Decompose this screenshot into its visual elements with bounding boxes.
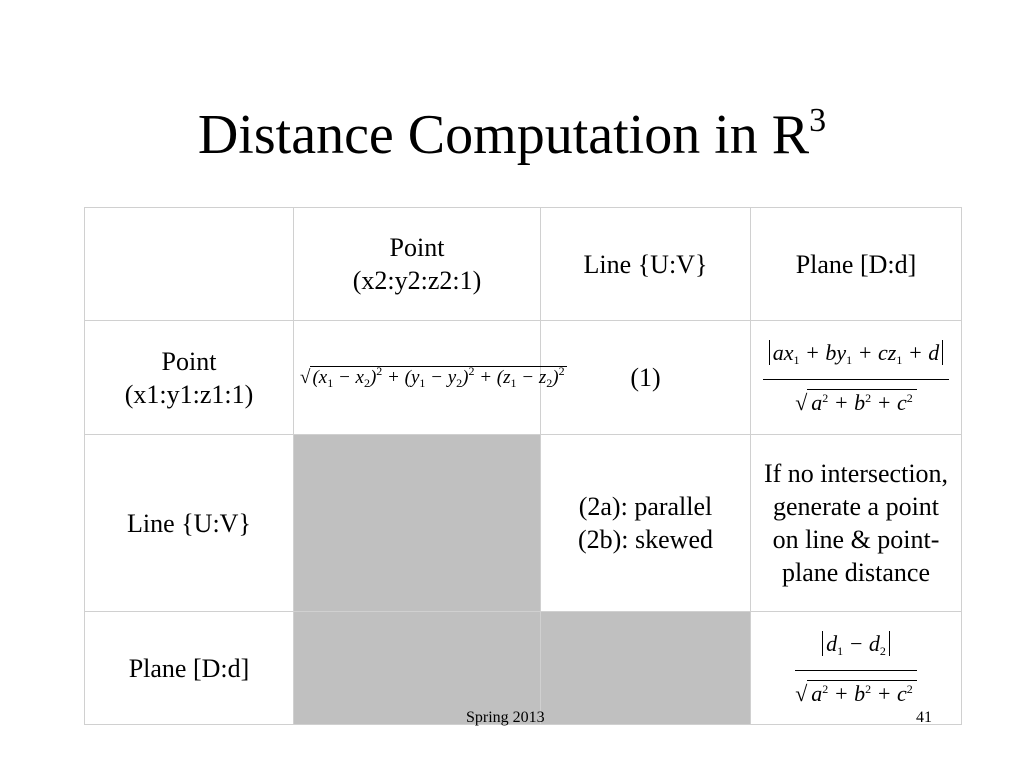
footer-date: Spring 2013: [466, 709, 545, 726]
page-number: 41: [916, 709, 932, 726]
euclidean-distance-formula: √ $(x_1 - x_2)^2 + (y_1 - y_2)^2 + (z_1 - z_2)^2$: [300, 364, 565, 390]
line-point-shaded-cell: [294, 435, 541, 612]
distance-table: [84, 207, 962, 725]
row-point: [85, 321, 962, 435]
point-plane-fraction: $\frac{ax1 + by1 + cz1 + d}{√ a^2 + b^2 + c^2}$: [763, 336, 949, 419]
title-superscript: 3: [809, 102, 827, 139]
header-line: Line {U:V}: [541, 208, 751, 321]
point-plane-formula: [751, 321, 962, 435]
line-plane-cell: If no intersection, generate a point on line & point-plane distance: [751, 435, 962, 612]
point-point-formula: [294, 321, 565, 435]
row-label-plane: Plane [D:d]: [85, 612, 294, 725]
row-label-line: Line {U:V}: [85, 435, 294, 612]
plane-line-shaded-cell: [541, 612, 751, 725]
header-point: Point (x2:y2:z2:1): [294, 208, 541, 321]
line-line-cell: (2a): parallel (2b): skewed: [541, 435, 751, 612]
plane-plane-fraction: $\frac{d1 - d2}{√ a^2 + b^2 + c^2}$: [795, 627, 917, 710]
corner-cell: [85, 208, 294, 321]
row-line: [85, 435, 962, 612]
slide-title: Distance Computation in $R^3$: [197, 102, 827, 166]
header-row: [85, 208, 962, 321]
point-line-cell: (1): [541, 321, 751, 435]
row-label-point: Point (x1:y1:z1:1): [85, 321, 294, 435]
header-plane: Plane [D:d]: [751, 208, 962, 321]
